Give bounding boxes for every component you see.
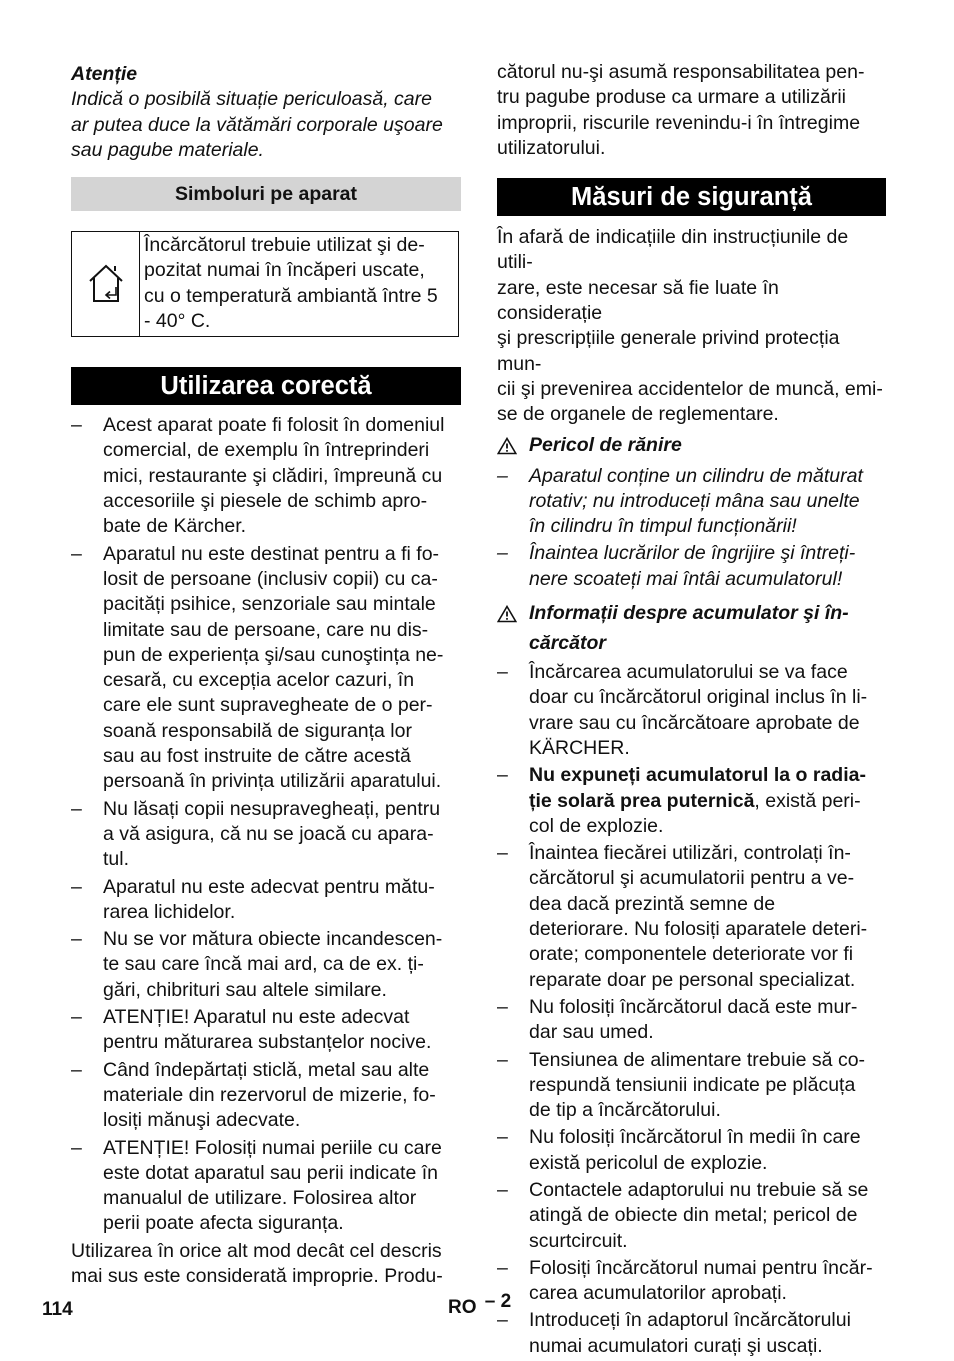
list-item-line: dea dacă prezintă semne de [529,892,776,915]
list-dash: – [497,1126,508,1149]
attention-line: ar putea duce la vătămări corporale uşoare [71,113,443,136]
list-item [497,841,886,993]
usage-closing-line: Utilizarea în orice alt mod decât cel descris [71,1239,442,1262]
list-dash: – [497,842,508,865]
battery-heading-row [497,598,886,658]
list-item-line: comercial, de exemplu în întreprinderi [103,439,430,462]
language-code: RO [448,1297,477,1318]
symbol-table [71,231,459,337]
list-item [497,995,886,1046]
page-language-label [448,1291,512,1319]
list-item [71,1136,461,1237]
list-item-line: dar sau umed. [529,1021,654,1044]
list-item-line: ATENȚIE! Folosiți numai periile cu care [103,1136,442,1159]
list-item [71,875,461,926]
list-dash: – [497,1048,508,1071]
list-item-line: carea acumulatorilor aprobați. [529,1282,787,1305]
continued-line: utilizatorului. [497,136,606,159]
battery-item-bold-line: Nu expuneți acumulatorul la o radia- [529,764,866,787]
battery-item-line: KÄRCHER. [529,736,630,759]
list-item-line: gări, chibrituri sau altele similare. [103,978,387,1001]
battery-item-line: col de explozie. [529,814,664,837]
list-item-line: sau au fost instruite de către acestă [103,745,411,768]
list-item [71,542,461,795]
list-item-line: pun de experiența şi/sau cunoştința ne- [103,643,444,666]
list-item-line: orate; componentele deteriorate vor fi [529,943,854,966]
list-dash: – [497,1256,508,1279]
list-item [497,1178,886,1254]
battery-heading-line: Informații despre acumulator şi în- [529,602,849,625]
battery-item-line: doar cu încărcătorul original inclus în li- [529,686,868,709]
list-item-line: mici, restaurante şi clădiri, împreună cu [103,464,443,487]
list-item [71,1005,461,1056]
list-item-line: Folosiți încărcătorul numai pentru încăr- [529,1256,873,1279]
list-item-line: Înaintea lucrărilor de îngrijire şi întreți- [529,542,856,565]
list-dash: – [71,542,82,565]
list-item-line: persoană în privința utilizării aparatului. [103,770,442,793]
list-item-line: losiți mănuşi adecvate. [103,1109,301,1132]
list-dash: – [497,1309,508,1332]
list-item-line: Nu se vor mătura obiecte incandescen- [103,928,443,951]
battery-list [497,660,886,839]
list-item-line: Nu lăsați copii nesupravegheați, pentru [103,797,441,820]
list-item-line: Aparatul conține un cilindru de măturat [529,464,863,487]
attention-line: sau pagube materiale. [71,138,264,161]
list-dash: – [71,414,82,437]
battery-item-line: vrare sau cu încărcătoare aprobate de [529,711,860,734]
warning-triangle-icon [497,598,519,632]
page-number: 114 [42,1299,73,1320]
list-item-line: Aparatul nu este destinat pentru a fi fo- [103,542,440,565]
list-dash: – [497,542,508,565]
list-item-line: Nu folosiți încărcătorul în medii în care [529,1126,861,1149]
usage-closing [71,1239,461,1290]
right-column [497,60,886,1361]
list-item [71,413,461,539]
house-indoor-use-icon [72,232,140,336]
danger-heading: Pericol de rănire [529,433,682,456]
safety-intro [497,225,886,427]
list-item-line: cesară, cu excepția acelor cazuri, în [103,669,415,692]
symbol-line: pozitat numai în încăperi uscate, [144,259,425,282]
list-item-line: care ele sunt supravegheate de o per- [103,694,433,717]
symbols-heading: Simboluri pe aparat [71,177,461,211]
list-dash: – [71,1136,82,1159]
continued-line: improprii, riscurile revenindu-i în întregime [497,111,861,134]
list-item-line: tul. [103,848,130,871]
list-item-line: Când îndepărtați sticlă, metal sau alte [103,1058,430,1081]
list-item [497,1048,886,1124]
attention-line: Indică o posibilă situație periculoasă, care [71,88,432,111]
list-dash: – [71,797,82,820]
list-dash: – [497,995,508,1018]
list-item-line: în cilindru în timpul funcționării! [529,515,797,538]
list-dash: – [71,875,82,898]
battery-heading [529,598,849,658]
list-dash: – [497,464,508,487]
danger-list [497,464,886,592]
list-item-line: Înaintea fiecărei utilizări, controlați în- [529,842,851,865]
list-dash: – [497,764,508,787]
safety-intro-line: În afară de indicațiile din instrucțiunile de utili- [497,226,849,274]
list-item-line: Contactele adaptorului nu trebuie să se [529,1178,869,1201]
warning-triangle-icon [497,430,519,464]
list-item [497,660,886,761]
list-item-line: nere scoateți mai întâi acumulatorul! [529,567,843,590]
list-item [71,927,461,1003]
battery-item-bold-line: ție solară prea puternică [529,789,755,812]
continued-line: tru pagube produse ca urmare a utilizării [497,86,847,109]
list-item [497,1308,886,1359]
list-item-line: bate de Kärcher. [103,515,247,538]
list-item-line: Nu folosiți încărcătorul dacă este mur- [529,995,858,1018]
list-item [497,1125,886,1176]
danger-heading-row [497,430,886,464]
symbol-line: Încărcătorul trebuie utilizat şi de- [144,234,425,257]
list-item-line: losit de persoane (inclusiv copii) cu ca- [103,567,438,590]
safety-intro-line: cii şi prevenirea accidentelor de muncă, emi- [497,377,883,400]
battery-list-continued [497,841,886,1359]
safety-intro-line: şi prescripțiile generale privind protecția mun- [497,327,840,375]
list-item-line: scurtcircuit. [529,1229,628,1252]
list-item [71,1058,461,1134]
list-item-line: rarea lichidelor. [103,900,236,923]
list-item-line: perii poate afecta siguranța. [103,1212,344,1235]
safety-intro-line: se de organele de reglementare. [497,403,779,426]
list-item-line: te sau care încă mai ard, ca de ex. ți- [103,953,424,976]
list-item [497,464,886,540]
list-dash: – [71,928,82,951]
list-item-line: respundă tensiunii indicate pe plăcuța [529,1073,856,1096]
safety-intro-line: zare, este necesar să fie luate în considerație [497,276,779,325]
list-item-line: accesoriile şi piesele de schimb apro- [103,490,428,513]
list-item [71,797,461,873]
list-dash: – [497,661,508,684]
safety-heading: Măsuri de siguranță [497,178,886,216]
list-item-line: rotativ; nu introduceți mâna sau unelte [529,489,860,512]
list-item-line: Introduceți în adaptorul încărcătorului [529,1309,851,1332]
list-item-line: materiale din rezervorul de mizerie, fo- [103,1083,436,1106]
symbol-line: cu o temperatură ambiantă între 5 [144,284,438,307]
battery-heading-line: cărcător [529,632,606,655]
list-item-line: de tip a încărcătorului. [529,1099,721,1122]
battery-item-line: , există peri- [754,789,861,812]
list-item-line: deteriorare. Nu folosiți aparatele deteri- [529,918,868,941]
list-dash: – [497,1178,508,1201]
list-item [497,541,886,592]
page-suffix: – 2 [484,1291,512,1312]
list-item [497,763,886,839]
list-item-line: cărcătorul şi acumulatorii pentru a ve- [529,867,855,890]
list-item-line: Aparatul nu este adecvat pentru mătu- [103,875,435,898]
usage-closing-line: mai sus este considerată improprie. Produ- [71,1264,443,1287]
attention-text [71,87,461,163]
list-item-line: există pericolul de explozie. [529,1151,768,1174]
list-item-line: Acest aparat poate fi folosit în domeniul [103,414,445,437]
list-item-line: limitate sau de persoane, care nu dis- [103,618,429,641]
left-column [71,60,461,1289]
continued-line: cătorul nu-şi asumă responsabilitatea pen- [497,61,865,83]
list-item-line: pacități psihice, senzoriale sau mintale [103,593,436,616]
attention-title: Atenție [71,63,138,85]
list-dash: – [71,1006,82,1029]
symbol-line: - 40° C. [144,310,211,333]
usage-heading: Utilizarea corectă [71,367,461,405]
list-item-line: reparate doar pe personal specializat. [529,968,856,991]
list-item-line: pentru măturarea substanțelor nocive. [103,1031,432,1054]
continued-text [497,60,886,161]
battery-item-line: Încărcarea acumulatorului se va face [529,661,848,684]
list-item-line: numai acumulatori curați şi uscați. [529,1334,823,1357]
list-item-line: manualul de utilizare. Folosirea altor [103,1187,417,1210]
list-item-line: atingă de obiecte din metal; pericol de [529,1204,858,1227]
list-item-line: soană responsabilă de siguranța lor [103,719,412,742]
list-item-line: ATENȚIE! Aparatul nu este adecvat [103,1006,410,1029]
list-item-line: Tensiunea de alimentare trebuie să co- [529,1048,866,1071]
list-item-line: este dotat aparatul sau perii indicate în [103,1161,438,1184]
list-dash: – [71,1058,82,1081]
list-item [497,1256,886,1307]
list-item-line: a vă asigura, că nu se joacă cu apara- [103,822,434,845]
usage-list [71,413,461,1237]
symbol-description [140,232,442,336]
